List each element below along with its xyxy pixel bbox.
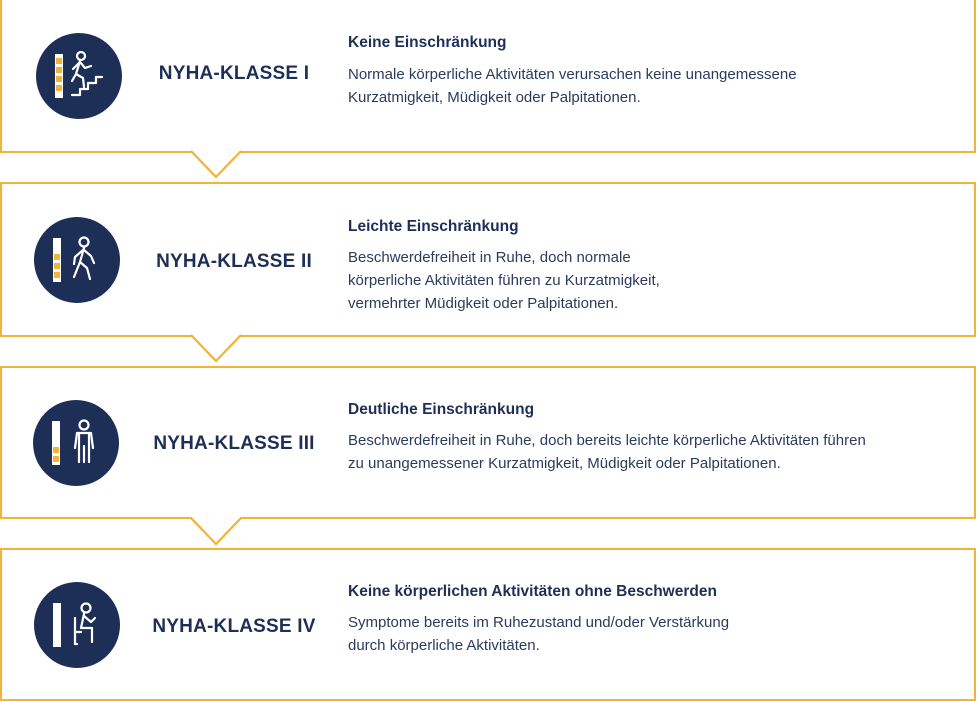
nyha-class-label: NYHA-KLASSE II xyxy=(156,251,312,272)
nyha-class-4-card xyxy=(0,548,976,701)
class-title: Deutliche Einschränkung xyxy=(348,401,535,418)
class-description: Normale körperliche Aktivitäten verursachen keine unangemessene Kurzatmigkeit, Müdigkeit oder Palpitationen. xyxy=(348,66,797,106)
person-sitting-icon xyxy=(34,582,120,668)
nyha-class-label: NYHA-KLASSE I xyxy=(158,63,310,84)
connector-arrow xyxy=(191,151,241,177)
nyha-class-3-card xyxy=(0,366,976,519)
connector-arrow xyxy=(191,335,241,361)
class-title: Keine körperlichen Aktivitäten ohne Beschwerden xyxy=(348,583,717,600)
person-walking-icon xyxy=(34,217,120,303)
person-climbing-stairs-icon xyxy=(36,33,122,119)
nyha-class-label: NYHA-KLASSE IV xyxy=(152,616,316,637)
class-description: Symptome bereits im Ruhezustand und/oder Verstärkung durch körperliche Aktivitäten. xyxy=(348,614,730,654)
class-title: Leichte Einschränkung xyxy=(348,218,519,235)
class-description: Beschwerdefreiheit in Ruhe, doch normale körperliche Aktivitäten führen zu Kurzatmigkeit, vermehrter Müdigkeit oder Palpitationen. xyxy=(348,249,660,312)
person-standing-icon xyxy=(33,400,119,486)
connector-arrow xyxy=(191,518,241,544)
class-description: Beschwerdefreiheit in Ruhe, doch bereits leichte körperliche Aktivitäten führen zu unangemessener Kurzatmigkeit, Müdigkeit oder Palpitationen. xyxy=(348,432,866,472)
nyha-class-1-card xyxy=(0,0,976,153)
nyha-class-2-card xyxy=(0,182,976,337)
nyha-class-label: NYHA-KLASSE III xyxy=(153,433,315,454)
class-title: Keine Einschränkung xyxy=(348,34,507,51)
